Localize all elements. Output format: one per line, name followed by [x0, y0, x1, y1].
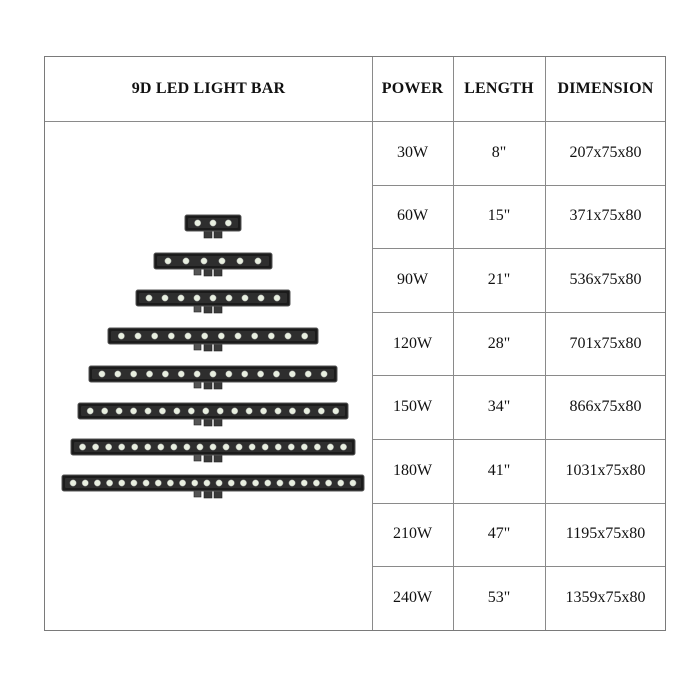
led-lamp	[194, 295, 200, 301]
led-lamp	[118, 333, 124, 339]
led-lamp	[70, 480, 76, 486]
led-lamp	[162, 295, 168, 301]
led-lamp	[101, 408, 107, 414]
led-lamp	[273, 371, 279, 377]
led-lamp	[143, 480, 149, 486]
led-lamp	[185, 333, 191, 339]
spec-table	[44, 56, 666, 631]
led-lamp	[155, 480, 161, 486]
led-lamp	[203, 408, 209, 414]
led-lamp	[178, 371, 184, 377]
led-lamp	[82, 480, 88, 486]
cell-length: 15"	[487, 207, 511, 225]
cell-dimension: 701x75x80	[569, 334, 642, 352]
led-lamp	[305, 371, 311, 377]
cell-dimension: 1359x75x80	[565, 588, 646, 606]
led-lamp	[79, 444, 85, 450]
led-lamp	[201, 258, 207, 264]
led-lamp	[333, 408, 339, 414]
led-lamp	[204, 480, 210, 486]
light-bar	[154, 253, 272, 276]
row-divider	[372, 248, 665, 249]
led-lamp	[184, 444, 190, 450]
led-lamp	[118, 444, 124, 450]
cell-power: 210W	[392, 525, 433, 543]
cell-length: 53"	[487, 588, 511, 606]
led-lamp	[194, 220, 200, 226]
led-lamp	[151, 333, 157, 339]
led-lamp	[249, 444, 255, 450]
light-bar	[108, 328, 318, 351]
led-lamp	[251, 333, 257, 339]
led-lamp	[223, 444, 229, 450]
led-lamp	[262, 444, 268, 450]
led-lamp	[115, 371, 121, 377]
cell-power: 180W	[392, 461, 433, 479]
cell-power: 60W	[396, 207, 429, 225]
led-lamp	[192, 480, 198, 486]
led-lamp	[217, 408, 223, 414]
led-lamp	[301, 333, 307, 339]
led-lamp	[92, 444, 98, 450]
light-bar	[62, 475, 364, 498]
light-bar-stack-illustration	[45, 121, 372, 631]
led-lamp	[235, 333, 241, 339]
led-lamp	[237, 258, 243, 264]
light-bar	[89, 366, 337, 389]
led-lamp	[130, 408, 136, 414]
led-lamp	[145, 408, 151, 414]
light-bar	[78, 403, 348, 426]
led-lamp	[350, 480, 356, 486]
led-lamp	[325, 480, 331, 486]
led-lamp	[146, 295, 152, 301]
led-lamp	[178, 295, 184, 301]
led-lamp	[228, 480, 234, 486]
led-lamp	[313, 480, 319, 486]
led-lamp	[257, 371, 263, 377]
led-lamp	[260, 408, 266, 414]
bar-lens	[111, 331, 315, 341]
led-lamp	[289, 371, 295, 377]
led-lamp	[130, 371, 136, 377]
cell-length: 28"	[487, 334, 511, 352]
cell-length: 47"	[487, 525, 511, 543]
led-lamp	[240, 480, 246, 486]
led-lamp	[327, 444, 333, 450]
led-lamp	[289, 408, 295, 414]
led-lamp	[218, 333, 224, 339]
led-lamp	[252, 480, 258, 486]
led-lamp	[242, 371, 248, 377]
led-lamp	[304, 408, 310, 414]
led-lamp	[340, 444, 346, 450]
led-lamp	[288, 444, 294, 450]
led-lamp	[158, 444, 164, 450]
led-lamp	[289, 480, 295, 486]
cell-power: 30W	[396, 143, 429, 161]
led-lamp	[236, 444, 242, 450]
led-lamp	[314, 444, 320, 450]
row-divider	[372, 185, 665, 186]
led-lamp	[258, 295, 264, 301]
cell-dimension: 207x75x80	[569, 143, 642, 161]
led-lamp	[275, 444, 281, 450]
led-lamp	[242, 295, 248, 301]
led-lamp	[165, 258, 171, 264]
row-divider	[372, 439, 665, 440]
led-lamp	[210, 295, 216, 301]
led-lamp	[171, 444, 177, 450]
light-bar-product-image	[45, 121, 372, 631]
led-lamp	[145, 444, 151, 450]
cell-power: 120W	[392, 334, 433, 352]
led-lamp	[219, 258, 225, 264]
led-lamp	[210, 220, 216, 226]
cell-dimension: 371x75x80	[569, 207, 642, 225]
header-power: POWER	[381, 80, 444, 97]
led-lamp	[274, 295, 280, 301]
bar-lens	[157, 256, 269, 266]
led-lamp	[159, 408, 165, 414]
led-lamp	[285, 333, 291, 339]
cell-length: 8"	[491, 143, 507, 161]
cell-dimension: 536x75x80	[569, 270, 642, 288]
led-lamp	[179, 480, 185, 486]
cell-length: 21"	[487, 270, 511, 288]
header-dimension: DIMENSION	[557, 80, 654, 97]
led-lamp	[87, 408, 93, 414]
led-lamp	[167, 480, 173, 486]
led-lamp	[210, 371, 216, 377]
led-lamp	[168, 333, 174, 339]
led-lamp	[265, 480, 271, 486]
led-lamp	[174, 408, 180, 414]
led-lamp	[275, 408, 281, 414]
light-bar	[136, 290, 290, 313]
led-lamp	[116, 408, 122, 414]
led-lamp	[132, 444, 138, 450]
led-lamp	[105, 444, 111, 450]
led-lamp	[225, 220, 231, 226]
led-lamp	[277, 480, 283, 486]
led-lamp	[106, 480, 112, 486]
led-lamp	[338, 480, 344, 486]
row-divider	[372, 375, 665, 376]
led-lamp	[188, 408, 194, 414]
row-divider	[372, 503, 665, 504]
cell-power: 90W	[396, 270, 429, 288]
cell-dimension: 1031x75x80	[565, 461, 646, 479]
led-lamp	[226, 295, 232, 301]
led-lamp	[301, 480, 307, 486]
led-lamp	[246, 408, 252, 414]
led-lamp	[255, 258, 261, 264]
led-lamp	[183, 258, 189, 264]
led-lamp	[216, 480, 222, 486]
header-product: 9D LED LIGHT BAR	[131, 80, 286, 97]
led-lamp	[197, 444, 203, 450]
cell-length: 41"	[487, 461, 511, 479]
cell-dimension: 1195x75x80	[565, 525, 646, 543]
light-bar	[185, 215, 241, 238]
led-lamp	[321, 371, 327, 377]
led-lamp	[231, 408, 237, 414]
led-lamp	[318, 408, 324, 414]
cell-power: 150W	[392, 398, 433, 416]
led-lamp	[146, 371, 152, 377]
led-lamp	[268, 333, 274, 339]
led-lamp	[226, 371, 232, 377]
led-lamp	[119, 480, 125, 486]
led-lamp	[162, 371, 168, 377]
led-lamp	[301, 444, 307, 450]
row-divider	[372, 312, 665, 313]
header-length: LENGTH	[464, 80, 534, 97]
led-lamp	[210, 444, 216, 450]
led-lamp	[94, 480, 100, 486]
cell-dimension: 866x75x80	[569, 398, 642, 416]
led-lamp	[194, 371, 200, 377]
row-divider	[372, 566, 665, 567]
led-lamp	[135, 333, 141, 339]
led-lamp	[201, 333, 207, 339]
led-lamp	[99, 371, 105, 377]
light-bar	[71, 439, 355, 462]
led-lamp	[131, 480, 137, 486]
cell-power: 240W	[392, 588, 433, 606]
cell-length: 34"	[487, 398, 511, 416]
